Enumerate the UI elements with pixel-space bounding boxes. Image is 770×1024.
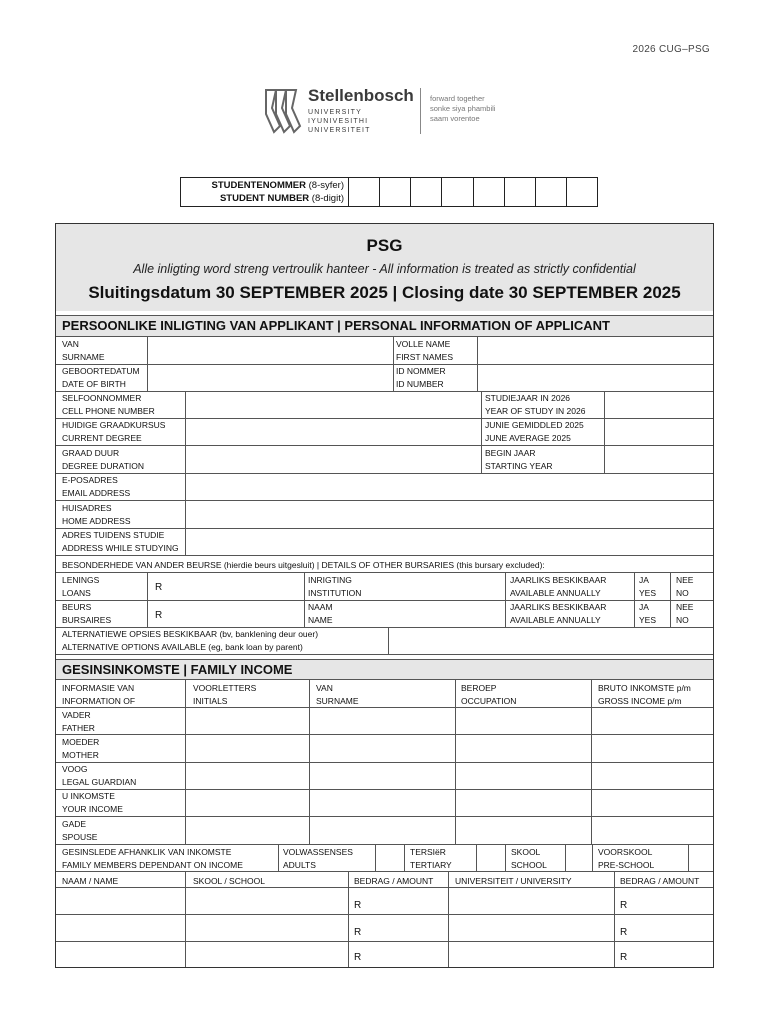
digit-box[interactable] [380,178,411,206]
june-average-label: JUNIE GEMIDDLED 2025 JUNE AVERAGE 2025 [485,420,584,443]
digit-box[interactable] [567,178,597,206]
bursaries-annually-label: JAARLIKS BESKIKBAAR AVAILABLE ANNUALLY [510,602,607,625]
dob-label: GEBOORTEDATUM DATE OF BIRTH [62,366,140,389]
row-your-income: U INKOMSTE YOUR INCOME [62,791,123,814]
form-title: PSG [366,236,403,255]
th-amount-school: BEDRAG / AMOUNT [354,876,434,886]
logo-subtitle: UNIVERSITY IYUNIVESITHI UNIVERSITEIT [308,109,371,134]
currency-uni-2: R [620,927,628,938]
degree-duration-label: GRAAD DUUR DEGREE DURATION [62,448,145,471]
home-address-label: HUISADRES HOME ADDRESS [62,503,131,526]
student-number-field[interactable] [180,177,598,207]
cell-label: SELFOONNOMMER CELL PHONE NUMBER [62,393,155,416]
loans-yes-option[interactable]: JA YES [639,575,657,598]
logo-name: Stellenbosch [308,86,414,105]
cell-input[interactable] [187,392,480,417]
digit-box[interactable] [411,178,442,206]
adults-label: VOLWASSENSES ADULTS [283,847,353,870]
home-address-input[interactable] [187,502,712,527]
digit-box[interactable] [474,178,505,206]
alternatives-input[interactable] [390,628,712,653]
currency-uni-3: R [620,952,628,963]
col-initials: VOORLETTERS INITIALS [193,683,257,706]
logo-tagline: forward together sonke siya phambili saam vorentoe [430,94,496,123]
tertiary-label: TERSIëR TERTIARY [410,847,452,870]
col-gross-income: BRUTO INKOMSTE p/m GROSS INCOME p/m [598,683,691,706]
document-code: 2026 CUG–PSG [632,44,710,55]
col-information-of: INFORMASIE VAN INFORMATION OF [62,683,136,706]
email-label: E-POSADRES EMAIL ADDRESS [62,475,131,498]
alternatives-label: ALTERNATIEWE OPSIES BESKIKBAAR (bv, banklening deur ouer) ALTERNATIVE OPTIONS AVAILABLE (eg, bank loan by parent) [62,629,319,652]
th-amount-university: BEDRAG / AMOUNT [620,876,700,886]
th-name: NAAM / NAME [62,876,119,886]
section-personal: PERSOONLIKE INLIGTING VAN APPLIKANT | PERSONAL INFORMATION OF APPLICANT [56,315,713,337]
dependants-label: GESINSLEDE AFHANKLIK VAN INKOMSTE FAMILY MEMBERS DEPENDANT ON INCOME [62,847,243,870]
confidential-note: Alle inligting word streng vertroulik hanteer - All information is treated as strictly confidential [133,262,636,276]
col-surname: VAN SURNAME [316,683,359,706]
bursary-name-label: NAAM NAME [308,602,333,625]
institution-label: INRIGTING INSTITUTION [308,575,362,598]
study-address-label: ADRES TUIDENS STUDIE ADDRESS WHILE STUDYING [62,530,179,553]
id-number-label: ID NOMMER ID NUMBER [396,366,446,389]
university-logo [262,86,522,138]
bursaries-yes-option[interactable]: JA YES [639,602,657,625]
university-crest-icon [262,86,302,136]
bursaries-currency: R [155,610,163,621]
loans-label: LENINGS LOANS [62,575,100,598]
loans-currency: R [155,582,163,593]
row-mother: MOEDER MOTHER [62,737,100,760]
school-count-input[interactable] [566,845,591,870]
dob-input[interactable] [149,365,392,390]
bursaries-heading: BESONDERHEDE VAN ANDER BEURSE (hierdie beurs uitgesluit) | DETAILS OF OTHER BURSARIES (this bursary excluded): [62,560,545,570]
year-of-study-label: STUDIEJAAR IN 2026 YEAR OF STUDY IN 2026 [485,393,586,416]
school-label: SKOOL SCHOOL [511,847,547,870]
starting-year-input[interactable] [606,447,712,472]
row-legal-guardian: VOOG LEGAL GUARDIAN [62,764,137,787]
study-address-input[interactable] [187,529,712,554]
tertiary-count-input[interactable] [477,845,504,870]
bursary-name-input[interactable] [370,601,504,626]
th-university: UNIVERSITEIT / UNIVERSITY [455,876,572,886]
digit-box[interactable] [442,178,473,206]
th-school: SKOOL / SCHOOL [193,876,265,886]
surname-input[interactable] [149,338,392,363]
email-input[interactable] [187,474,712,499]
first-names-label: VOLLE NAME FIRST NAMES [396,339,453,362]
currency-school-1: R [354,900,362,911]
june-average-input[interactable] [606,419,712,444]
col-occupation: BEROEP OCCUPATION [461,683,517,706]
degree-duration-input[interactable] [187,447,480,472]
loans-annually-label: JAARLIKS BESKIKBAAR AVAILABLE ANNUALLY [510,575,607,598]
preschool-label: VOORSKOOL PRE-SCHOOL [598,847,655,870]
digit-box[interactable] [349,178,380,206]
currency-uni-1: R [620,900,628,911]
currency-school-2: R [354,927,362,938]
row-father: VADER FATHER [62,710,95,733]
preschool-count-input[interactable] [689,845,712,870]
institution-input[interactable] [370,574,504,599]
bursaries-label: BEURS BURSAIRES [62,602,112,625]
adults-count-input[interactable] [376,845,403,870]
digit-box[interactable] [505,178,536,206]
first-names-input[interactable] [479,338,712,363]
id-number-input[interactable] [479,365,712,390]
year-of-study-input[interactable] [606,392,712,417]
current-degree-input[interactable] [187,419,480,444]
surname-label: VAN SURNAME [62,339,105,362]
loans-amount-input[interactable] [166,574,303,599]
digit-box[interactable] [536,178,567,206]
student-number-label: STUDENTENOMMER (8-syfer) STUDENT NUMBER (8-digit) [181,178,349,206]
current-degree-label: HUIDIGE GRAADKURSUS CURRENT DEGREE [62,420,166,443]
row-spouse: GADE SPOUSE [62,819,98,842]
loans-no-option[interactable]: NEE NO [676,575,694,598]
starting-year-label: BEGIN JAAR STARTING YEAR [485,448,553,471]
bursaries-no-option[interactable]: NEE NO [676,602,694,625]
currency-school-3: R [354,952,362,963]
bursaries-amount-input[interactable] [166,601,303,626]
section-family-income: GESINSINKOMSTE | FAMILY INCOME [56,659,713,680]
closing-date: Sluitingsdatum 30 SEPTEMBER 2025 | Closing date 30 SEPTEMBER 2025 [88,283,681,302]
